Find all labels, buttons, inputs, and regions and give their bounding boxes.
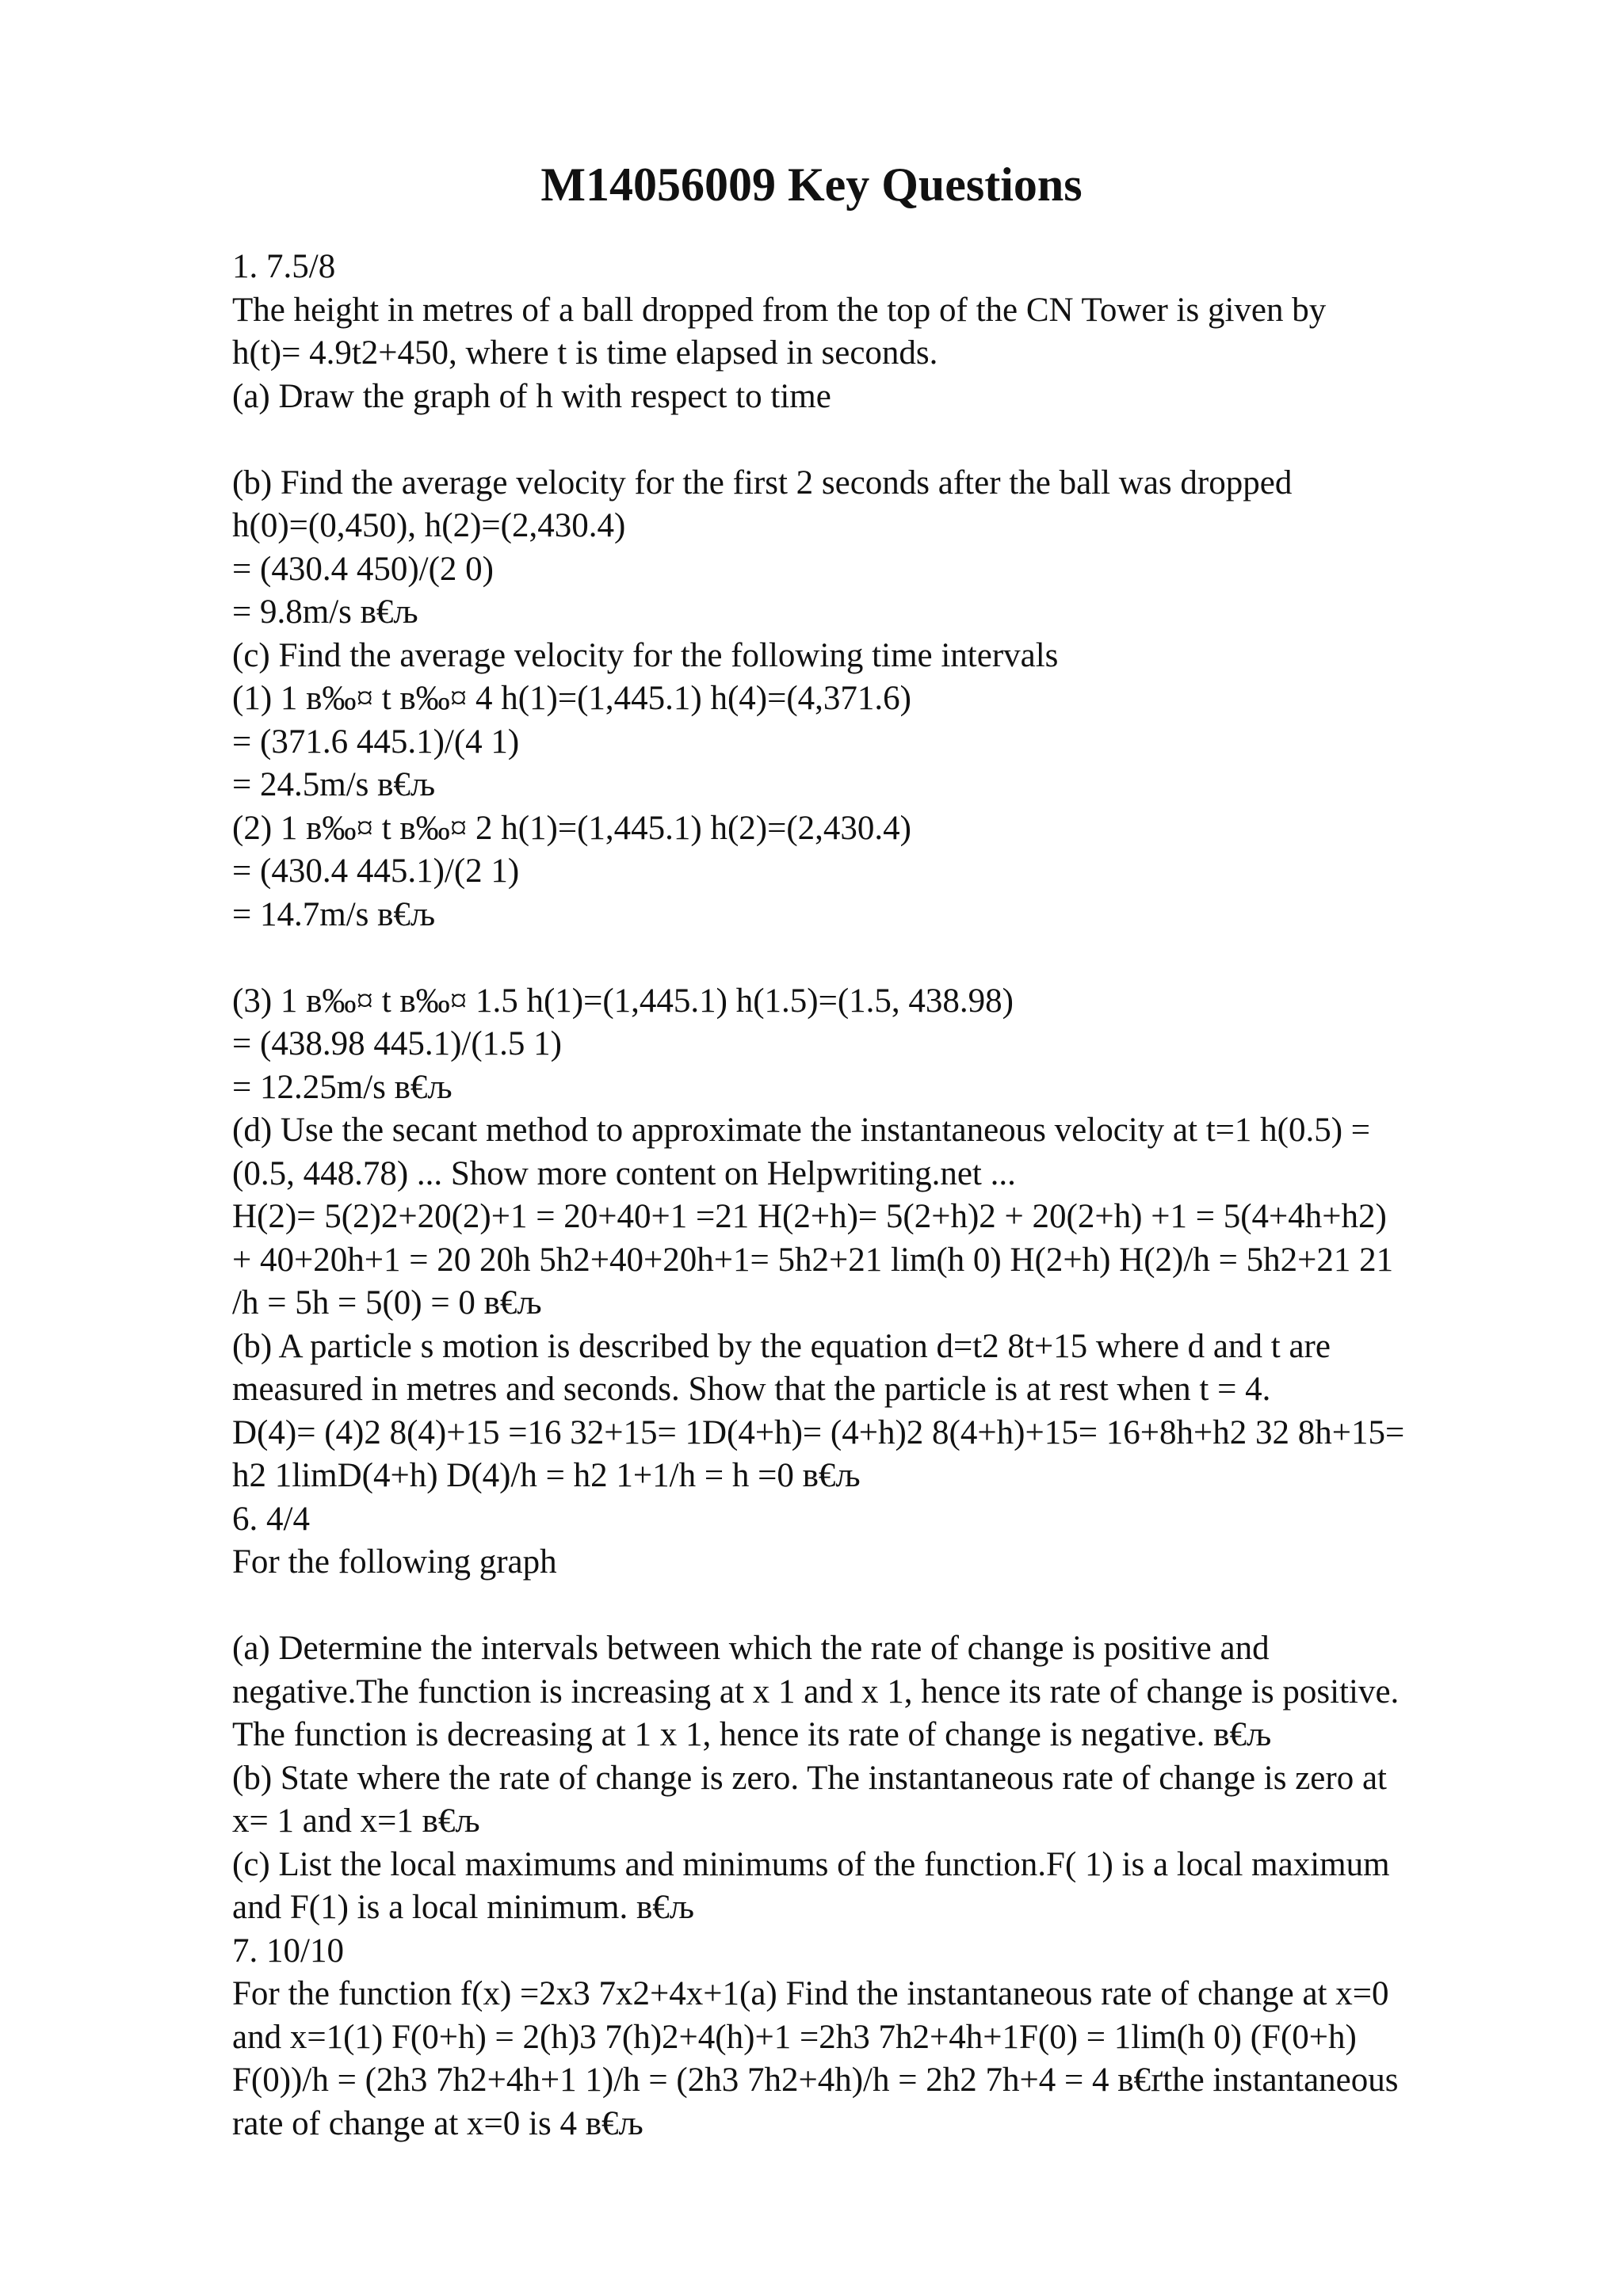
text-line: = (430.4 445.1)/(2 1)	[232, 852, 520, 890]
document-title: M14056009 Key Questions	[540, 158, 1083, 211]
text-line: H(2)= 5(2)2+20(2)+1 = 20+40+1 =21 H(2+h)= 5(2+h)2 + 20(2+h) +1 = 5(4+4h+h2)	[232, 1198, 1387, 1235]
text-line: = (430.4 450)/(2 0)	[232, 550, 494, 588]
blank-line	[232, 418, 1532, 462]
text-line: = 12.25m/s в€љ	[232, 1068, 453, 1106]
text-line: and x=1(1) F(0+h) = 2(h)3 7(h)2+4(h)+1 =2h3 7h2+4h+1F(0) = 1lim(h 0) (F(0+h)	[232, 2018, 1357, 2056]
text-line: = (371.6 445.1)/(4 1)	[232, 723, 520, 761]
text-line: (c) List the local maximums and minimums of the function.F( 1) is a local maximum	[232, 1845, 1390, 1883]
text-line: D(4)= (4)2 8(4)+15 =16 32+15= 1D(4+h)= (4+h)2 8(4+h)+15= 16+8h+h2 32 8h+15=	[232, 1413, 1405, 1451]
text-line: (a) Determine the intervals between which the rate of change is positive and	[232, 1630, 1270, 1667]
text-line: rate of change at x=0 is 4 в€љ	[232, 2104, 643, 2142]
text-line: = 9.8m/s в€љ	[232, 593, 418, 631]
text-line: F(0))/h = (2h3 7h2+4h+1 1)/h = (2h3 7h2+4h)/h = 2h2 7h+4 = 4 в€ґthe instantaneous	[232, 2061, 1399, 2099]
text-line: 6. 4/4	[232, 1500, 310, 1538]
blank-line	[232, 936, 1532, 980]
text-line: x= 1 and x=1 в€љ	[232, 1802, 480, 1840]
text-line: (0.5, 448.78) ... Show more content on Helpwriting.net ...	[232, 1154, 1016, 1192]
text-line: The function is decreasing at 1 x 1, hence its rate of change is negative. в€љ	[232, 1716, 1272, 1753]
text-line: The height in metres of a ball dropped from the top of the CN Tower is given by	[232, 291, 1327, 329]
text-line: = 14.7m/s в€љ	[232, 895, 436, 933]
text-line: For the following graph	[232, 1543, 557, 1581]
text-line: (b) Find the average velocity for the first 2 seconds after the ball was dropped	[232, 463, 1293, 502]
text-line: 7. 10/10	[232, 1932, 344, 1970]
text-line: + 40+20h+1 = 20 20h 5h2+40+20h+1= 5h2+21 lim(h 0) H(2+h) H(2)/h = 5h2+21 21	[232, 1241, 1394, 1279]
text-line: (c) Find the average velocity for the following time intervals	[232, 636, 1059, 674]
text-line: (b) A particle s motion is described by the equation d=t2 8t+15 where d and t are	[232, 1327, 1331, 1365]
text-line: h2 1limD(4+h) D(4)/h = h2 1+1/h = h =0 в€љ	[232, 1457, 861, 1494]
text-line: (b) State where the rate of change is zero. The instantaneous rate of change is zero at	[232, 1759, 1387, 1797]
text-line: and F(1) is a local minimum. в€љ	[232, 1889, 695, 1926]
text-line: = 24.5m/s в€љ	[232, 766, 436, 803]
blank-line	[232, 1585, 1532, 1628]
text-line: (2) 1 в‰¤ t в‰¤ 2 h(1)=(1,445.1) h(2)=(2,430.4)	[232, 809, 911, 847]
text-line: h(t)= 4.9t2+450, where t is time elapsed in seconds.	[232, 334, 938, 372]
text-line: For the function f(x) =2x3 7x2+4x+1(a) Find the instantaneous rate of change at x=0	[232, 1975, 1389, 2012]
text-line: (3) 1 в‰¤ t в‰¤ 1.5 h(1)=(1,445.1) h(1.5)=(1.5, 438.98)	[232, 982, 1014, 1020]
document-body	[232, 246, 1532, 2145]
text-line: (1) 1 в‰¤ t в‰¤ 4 h(1)=(1,445.1) h(4)=(4,371.6)	[232, 680, 911, 717]
text-line: negative.The function is increasing at x 1 and x 1, hence its rate of change is positive.	[232, 1672, 1400, 1711]
text-line: (d) Use the secant method to approximate the instantaneous velocity at t=1 h(0.5) =	[232, 1112, 1371, 1149]
text-line: measured in metres and seconds. Show that the particle is at rest when t = 4.	[232, 1371, 1271, 1408]
text-line: = (438.98 445.1)/(1.5 1)	[232, 1025, 562, 1062]
text-line: 1. 7.5/8	[232, 248, 336, 285]
text-line: (a) Draw the graph of h with respect to time	[232, 377, 831, 415]
text-line: h(0)=(0,450), h(2)=(2,430.4)	[232, 507, 626, 544]
text-line: /h = 5h = 5(0) = 0 в€љ	[232, 1284, 542, 1322]
